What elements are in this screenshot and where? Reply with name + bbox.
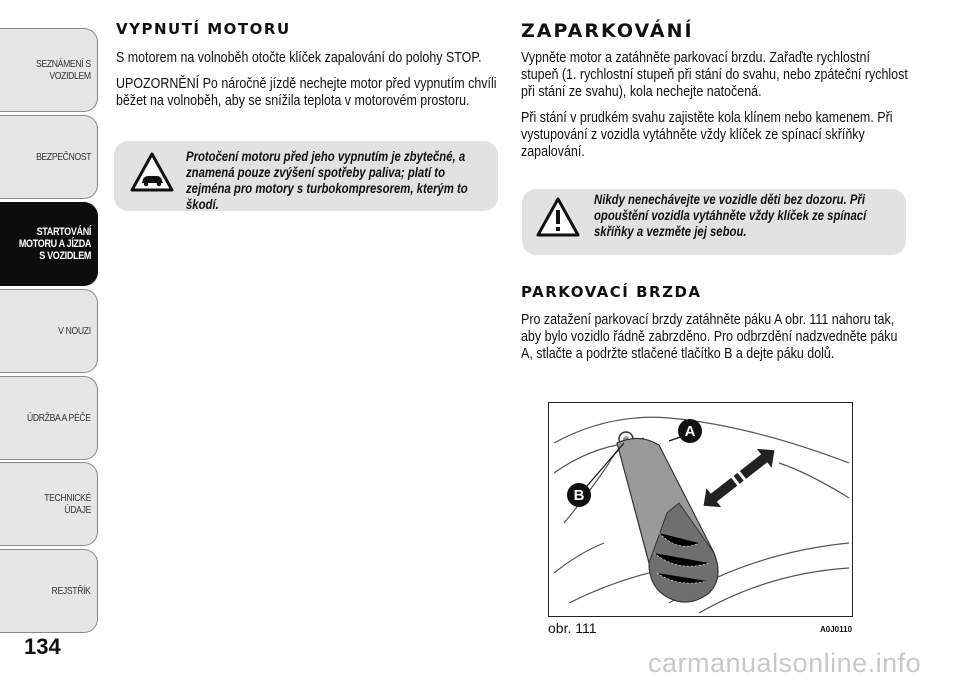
note-text: Protočení motoru před jeho vypnutím je zbytečné, a znamená pouze zvýšení spotřeby paliva; platí to zejména pro motory s turbokompresorem, kterým to škodí. xyxy=(186,149,468,212)
tab-technicke-udaje[interactable] xyxy=(0,462,98,546)
parking-brake-figure xyxy=(548,402,853,617)
car-warning-icon xyxy=(130,152,174,192)
paragraph: S motorem na volnoběh otočte klíček zapalování do polohy STOP. xyxy=(116,50,482,66)
section-heading-zaparkovani: ZAPARKOVÁNÍ xyxy=(521,20,694,42)
section-heading-parkovaci-brzda: PARKOVACÍ BRZDA xyxy=(521,283,702,301)
warning-text: Nikdy nenechávejte ve vozidle děti bez dozoru. Při opouštění vozidla vytáhněte vždy klíček ze spínací skříňky a vezměte jej sebou. xyxy=(594,192,867,239)
paragraph: Při stání v prudkém svahu zajistěte kola klínem nebo kamenem. Při vystupování z vozidla vytáhněte vždy klíček ze spínací skříňky zapalování. xyxy=(521,110,893,160)
tab-label: STARTOVÁNÍ MOTORU A JÍZDA S VOZIDLEM xyxy=(18,226,91,262)
label-b: B xyxy=(573,487,585,504)
tab-label: BEZPEČNOST xyxy=(35,151,91,163)
exclamation-warning-icon xyxy=(536,197,580,237)
tab-label: TECHNICKÉ ÚDAJE xyxy=(44,492,91,516)
paragraph: Pro zatažení parkovací brzdy zatáhněte páku A obr. 111 nahoru tak, aby bylo vozidlo řádně zabrzděno. Pro odbrzdění nadzvedněte páku A, stlačte a podržte stlačené tlačítko B a dejte páku dolů. xyxy=(521,312,898,362)
tab-label: SEZNÁMENÍ S VOZIDLEM xyxy=(36,58,91,82)
tab-label: ÚDRŽBA A PÉČE xyxy=(27,412,91,424)
figure-caption: obr. 111 xyxy=(548,620,597,636)
watermark: carmanualsonline.info xyxy=(648,648,922,678)
section-heading-vypnuti: VYPNUTÍ MOTORU xyxy=(116,20,291,38)
paragraph: UPOZORNĚNÍ Po náročně jízdě nechejte motor před vypnutím chvíli běžet na volnoběh, aby se snížila teplota v motorovém prostoru. xyxy=(116,76,497,109)
right-column xyxy=(521,20,909,161)
tab-seznameni[interactable] xyxy=(0,28,98,112)
label-a: A xyxy=(684,423,696,440)
note-box xyxy=(114,141,498,211)
page-number: 134 xyxy=(24,634,61,659)
warning-box xyxy=(522,189,906,255)
tab-bezpecnost[interactable] xyxy=(0,115,98,199)
tab-label: REJSTŘÍK xyxy=(51,585,91,597)
tab-startovani[interactable] xyxy=(0,202,98,286)
tab-v-nouzi[interactable] xyxy=(0,289,98,373)
parking-brake-section xyxy=(521,283,909,363)
left-column xyxy=(116,20,501,110)
figure-code: A0J0110 xyxy=(820,625,853,634)
tab-rejstrik[interactable] xyxy=(0,549,98,633)
paragraph: Vypněte motor a zatáhněte parkovací brzdu. Zařaďte rychlostní stupeň (1. rychlostní stupeň při stání do svahu, nebo zpáteční rychlost při stání ze svahu), kola nechejte natočená. xyxy=(521,50,908,100)
tab-label: V NOUZI xyxy=(58,325,91,337)
parking-brake-illustration xyxy=(549,403,852,616)
tab-udrzba[interactable] xyxy=(0,376,98,460)
